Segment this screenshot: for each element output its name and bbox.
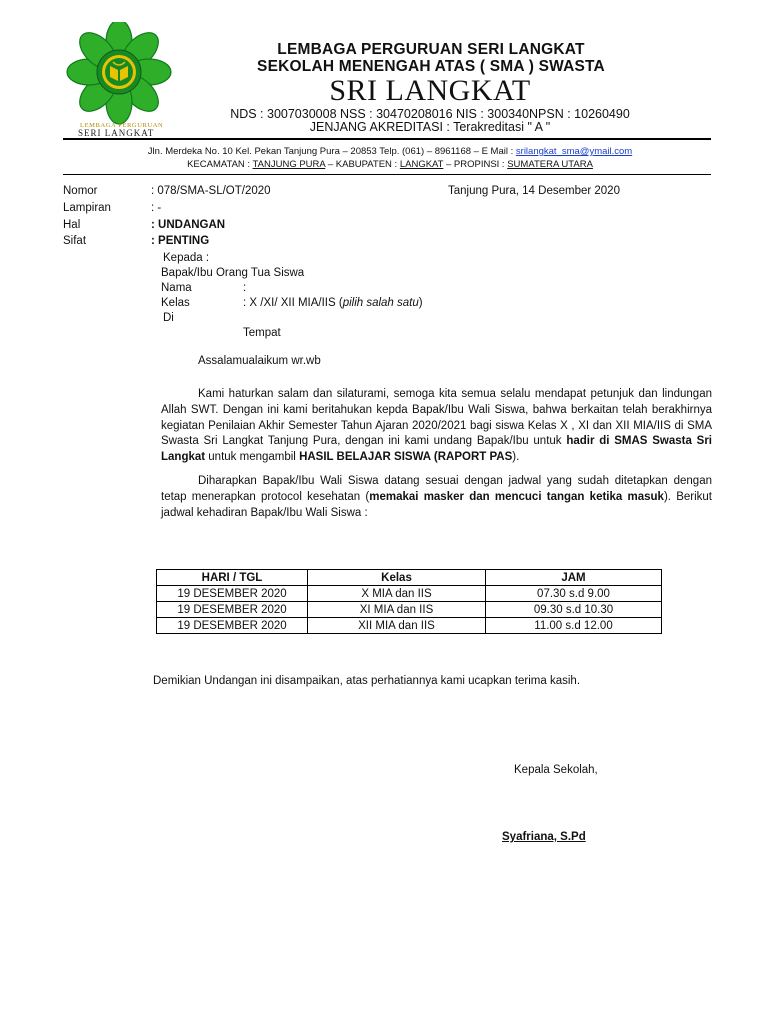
col-header-time: JAM [486,570,662,586]
cell-time: 09.30 s.d 10.30 [486,602,662,618]
di-label: Di [163,312,174,324]
school-region [100,159,680,170]
schedule-header-row [157,570,662,586]
sifat-label: Sifat [63,235,87,247]
cell-class: XII MIA dan IIS [308,618,486,634]
p2-bold-protocol: memakai masker dan mencuci tangan ketika masuk [369,490,664,503]
accreditation: JENJANG AKREDITASI : Terakreditasi " A " [309,120,551,134]
logo-text-line2: SERI LANGKAT [78,128,155,138]
kelas-note: pilih salah satu [342,297,419,309]
kec-label: KECAMATAN : [187,159,253,170]
p1-text-c: ). [512,451,520,464]
tempat-label: Tempat [243,327,281,339]
cell-time: 07.30 s.d 9.00 [486,586,662,602]
email-link[interactable]: srilangkat_sma@ymail.com [515,146,633,157]
cell-class: XI MIA dan IIS [308,602,486,618]
lampiran-label: Lampiran [63,202,111,214]
address-divider [63,174,711,175]
hal-value: : UNDANGAN [151,219,226,231]
address-text: Jln. Merdeka No. 10 Kel. Pekan Tanjung Pura – 20853 Telp. (061) – 8961168 – E Mail : [147,146,516,157]
kelas-label: Kelas [161,297,190,309]
table-row [157,586,662,602]
school-name: SRI LANGKAT [329,74,531,107]
p2-text-b: ). Berikut jadwal kehadiran Bapak/Ibu Wali Siswa : [161,490,712,519]
nomor-label: Nomor [63,185,98,197]
table-row [157,602,662,618]
paragraph-2 [161,474,712,521]
p1-bold-report: HASIL BELAJAR SISWA (RAPORT PAS [299,451,513,464]
greeting: Assalamualaikum wr.wb [198,355,321,367]
cell-day: 19 DESEMBER 2020 [157,586,308,602]
col-header-class: Kelas [308,570,486,586]
hal-label: Hal [63,219,81,231]
kab-value: LANGKAT [399,159,444,170]
p1-text-a: Kami haturkan salam dan silaturami, semoga kita semua selalu mendapat petunjuk dan lindungan Allah SWT. Dengan ini kami beritahukan kepda Bapak/Ibu Wali Siswa, bahwa berkaitan telah berakhirnya kegiatan Penilaian Akhir Semester Tahun Ajaran 2020/2021 bagi siswa Kelas X , XI dan XII MIA/IIS di SMA Swasta Sri Langkat Tanjung Pura, dengan ini kami undang Bapak/Ibu untuk [161,388,712,448]
cell-day: 19 DESEMBER 2020 [157,618,308,634]
foundation-name: LEMBAGA PERGURUAN SERI LANGKAT [277,41,585,58]
table-row [157,618,662,634]
recipient-to: Bapak/Ibu Orang Tua Siswa [161,267,305,279]
kab-label: – KABUPATEN : [325,159,400,170]
schedule-table [156,569,662,634]
kec-value: TANJUNG PURA [252,159,326,170]
kepada-label: Kepada : [163,252,210,264]
paragraph-1 [161,387,712,466]
col-header-day: HARI / TGL [157,570,308,586]
nama-value: : [243,282,247,294]
prov-value: SUMATERA UTARA [507,159,593,170]
p2-text-a: Diharapkan Bapak/Ibu Wali Siswa datang sesuai dengan jadwal yang sudah ditetapkan dengan tetap menerapkan protocol kesehatan ( [161,475,712,503]
school-address [100,146,680,157]
sifat-value: : PENTING [151,235,210,247]
cell-time: 11.00 s.d 12.00 [486,618,662,634]
signer-name: Syafriana, S.Pd [502,831,586,843]
header-divider [63,138,711,140]
logo-text-line1: LEMBAGA PERGURUAN [80,122,164,129]
signer-title: Kepala Sekolah, [514,764,598,776]
kelas-close: ) [418,297,423,309]
school-level: SEKOLAH MENENGAH ATAS ( SMA ) SWASTA [257,58,605,75]
lampiran-value: : - [151,202,162,214]
prov-label: – PROPINSI : [443,159,508,170]
kelas-options: : X /XI/ XII MIA/IIS ( [243,297,343,309]
p1-text-b: untuk mengambil [205,451,300,464]
closing-sentence: Demikian Undangan ini disampaikan, atas perhatiannya kami ucapkan terima kasih. [153,675,581,687]
nomor-value: : 078/SMA-SL/OT/2020 [151,185,271,197]
p1-bold-venue: hadir di SMAS Swasta Sri Langkat [161,435,712,464]
school-ids: NDS : 3007030008 NSS : 30470208016 NIS : 300340NPSN : 10260490 [230,107,630,121]
nama-label: Nama [161,282,192,294]
place-date: Tanjung Pura, 14 Desember 2020 [448,185,620,197]
cell-day: 19 DESEMBER 2020 [157,602,308,618]
cell-class: X MIA dan IIS [308,586,486,602]
kelas-value [243,297,423,309]
